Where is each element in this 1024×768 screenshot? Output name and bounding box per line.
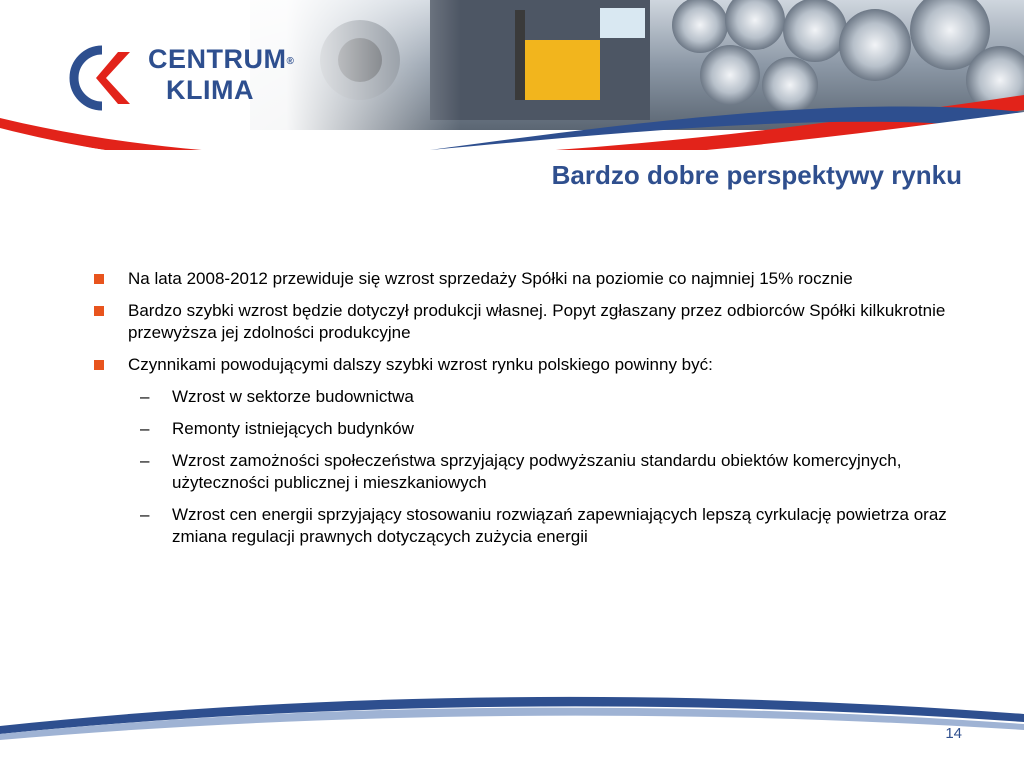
sub-bullet-text: Remonty istniejących budynków: [172, 419, 414, 438]
bullet-item: [90, 354, 960, 376]
logo-line2: KLIMA: [166, 75, 254, 105]
bullet-text: Bardzo szybki wzrost będzie dotyczył produkcji własnej. Popyt zgłaszany przez odbiorców Spółki kilkukrotnie przewyższa jej zdolności produkcyjne: [128, 301, 946, 342]
sub-bullet-item: [90, 504, 960, 548]
logo-line1: CENTRUM: [148, 44, 287, 74]
sub-bullet-item: [90, 418, 960, 440]
dash-marker: –: [140, 387, 150, 406]
logo-wordmark: [148, 44, 294, 106]
bullet-text: Czynnikami powodującymi dalszy szybki wzrost rynku polskiego powinny być:: [128, 355, 713, 374]
dash-marker: –: [140, 419, 150, 438]
company-logo: [68, 44, 328, 114]
logo-mark-icon: [68, 44, 140, 112]
sub-bullet-text: Wzrost w sektorze budownictwa: [172, 387, 414, 406]
sub-bullet-text: Wzrost zamożności społeczeństwa sprzyjający podwyższaniu standardu obiektów komercyjnych, użyteczności publicznej i mieszkaniowych: [172, 451, 902, 492]
dash-marker: –: [140, 505, 150, 524]
bullet-square-icon: [94, 274, 104, 284]
bullet-item: [90, 300, 960, 344]
sub-bullet-text: Wzrost cen energii sprzyjający stosowaniu rozwiązań zapewniających lepszą cyrkulację powietrza oraz zmiana regulacji prawnych dotyczących zużycia energii: [172, 505, 947, 546]
registered-mark: ®: [286, 56, 295, 67]
bullet-item: [90, 268, 960, 290]
sub-bullet-item: [90, 450, 960, 494]
sub-bullet-item: [90, 386, 960, 408]
dash-marker: –: [140, 451, 150, 470]
slide-title: Bardzo dobre perspektywy rynku: [551, 160, 962, 190]
footer-swoosh: [0, 686, 1024, 768]
bullet-text: Na lata 2008-2012 przewiduje się wzrost sprzedaży Spółki na poziomie co najmniej 15% rocznie: [128, 269, 853, 288]
slide-content: [90, 268, 960, 558]
bullet-square-icon: [94, 360, 104, 370]
bullet-square-icon: [94, 306, 104, 316]
page-number: 14: [945, 725, 962, 742]
